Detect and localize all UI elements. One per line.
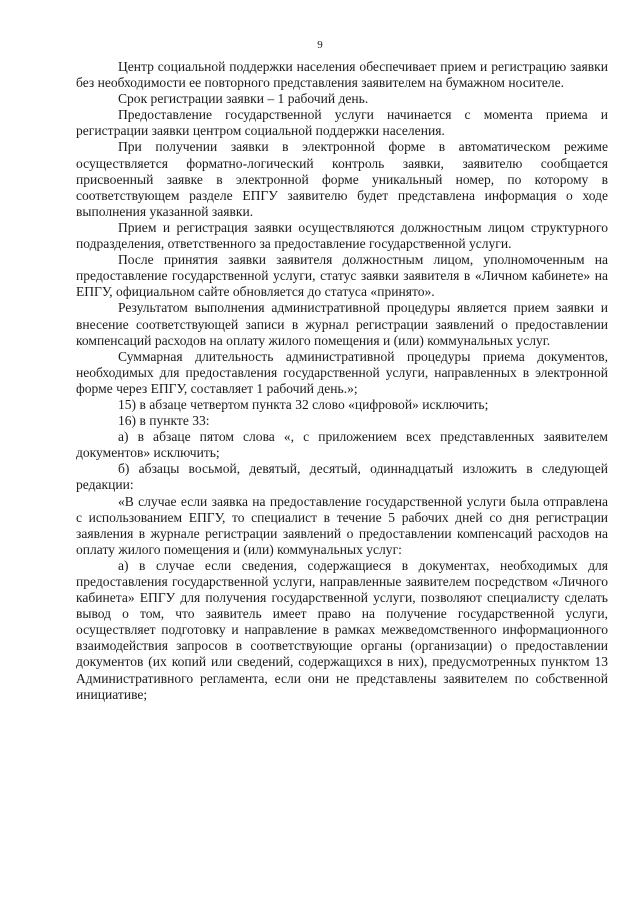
paragraph: а) в абзаце пятом слова «, с приложением всех представленных заявителем документов» исключить;: [76, 429, 608, 461]
paragraph: б) абзацы восьмой, девятый, десятый, одиннадцатый изложить в следующей редакции:: [76, 461, 608, 493]
paragraph: При получении заявки в электронной форме в автоматическом режиме осуществляется форматно-логический контроль заявки, заявителю сообщается присвоенный заявке в электронной форме уникальный номер, по которому в соответствующем разделе ЕПГУ заявителю будет представлена информация о ходе выполнения указанной заявки.: [76, 139, 608, 219]
paragraph: После принятия заявки заявителя должностным лицом, уполномоченным на предоставление государственной услуги, статус заявки заявителя в «Личном кабинете» на ЕПГУ, официальном сайте обновляется до статуса «принято».: [76, 252, 608, 300]
document-body: [76, 59, 608, 703]
paragraph: Результатом выполнения административной процедуры является прием заявки и внесение соответствующей записи в журнал регистрации заявлений о предоставлении компенсаций расходов на оплату жилого помещения и (или) коммунальных услуг.: [76, 300, 608, 348]
paragraph: 16) в пункте 33:: [118, 413, 210, 429]
paragraph: Прием и регистрация заявки осуществляются должностным лицом структурного подразделения, ответственного за предоставление государственной услуги.: [76, 219, 608, 252]
paragraph: Предоставление государственной услуги начинается с момента приема и регистрации заявки центром социальной поддержки населения.: [76, 107, 608, 139]
page-number: 9: [317, 39, 323, 51]
paragraph: а) в случае если сведения, содержащиеся в документах, необходимых для предоставления государственной услуги, направленные заявителем посредством «Личного кабинета» ЕПГУ для получения государственной услуги, позволяют специалисту сделать вывод о том, что заявитель имеет право на получение государственной услуги, осуществляет подготовку и направление в рамках межведомственного информационного взаимодействия запросов в соответствующие органы (организации) о предоставлении документов (их копий или сведений, содержащихся в них), предусмотренных пунктом 13 Административного регламента, если они не представлены заявителем по собственной инициативе;: [76, 557, 608, 702]
paragraph: 15) в абзаце четвертом пункта 32 слово «цифровой» исключить;: [118, 396, 489, 412]
paragraph: Центр социальной поддержки населения обеспечивает прием и регистрацию заявки без необходимости ее повторного представления заявителем на бумажном носителе.: [76, 59, 608, 91]
paragraph: «В случае если заявка на предоставление государственной услуги была отправлена с использованием ЕПГУ, то специалист в течение 5 рабочих дней со дня регистрации заявления в журнале регистрации заявлений о предоставлении компенсаций расходов на оплату жилого помещения и (или) коммунальных услуг:: [76, 493, 608, 557]
paragraph: Срок регистрации заявки – 1 рабочий день.: [118, 91, 369, 107]
paragraph: Суммарная длительность административной процедуры приема документов, необходимых для предоставления государственной услуги, направленных в электронной форме через ЕПГУ, составляет 1 рабочий день.»;: [76, 348, 608, 396]
